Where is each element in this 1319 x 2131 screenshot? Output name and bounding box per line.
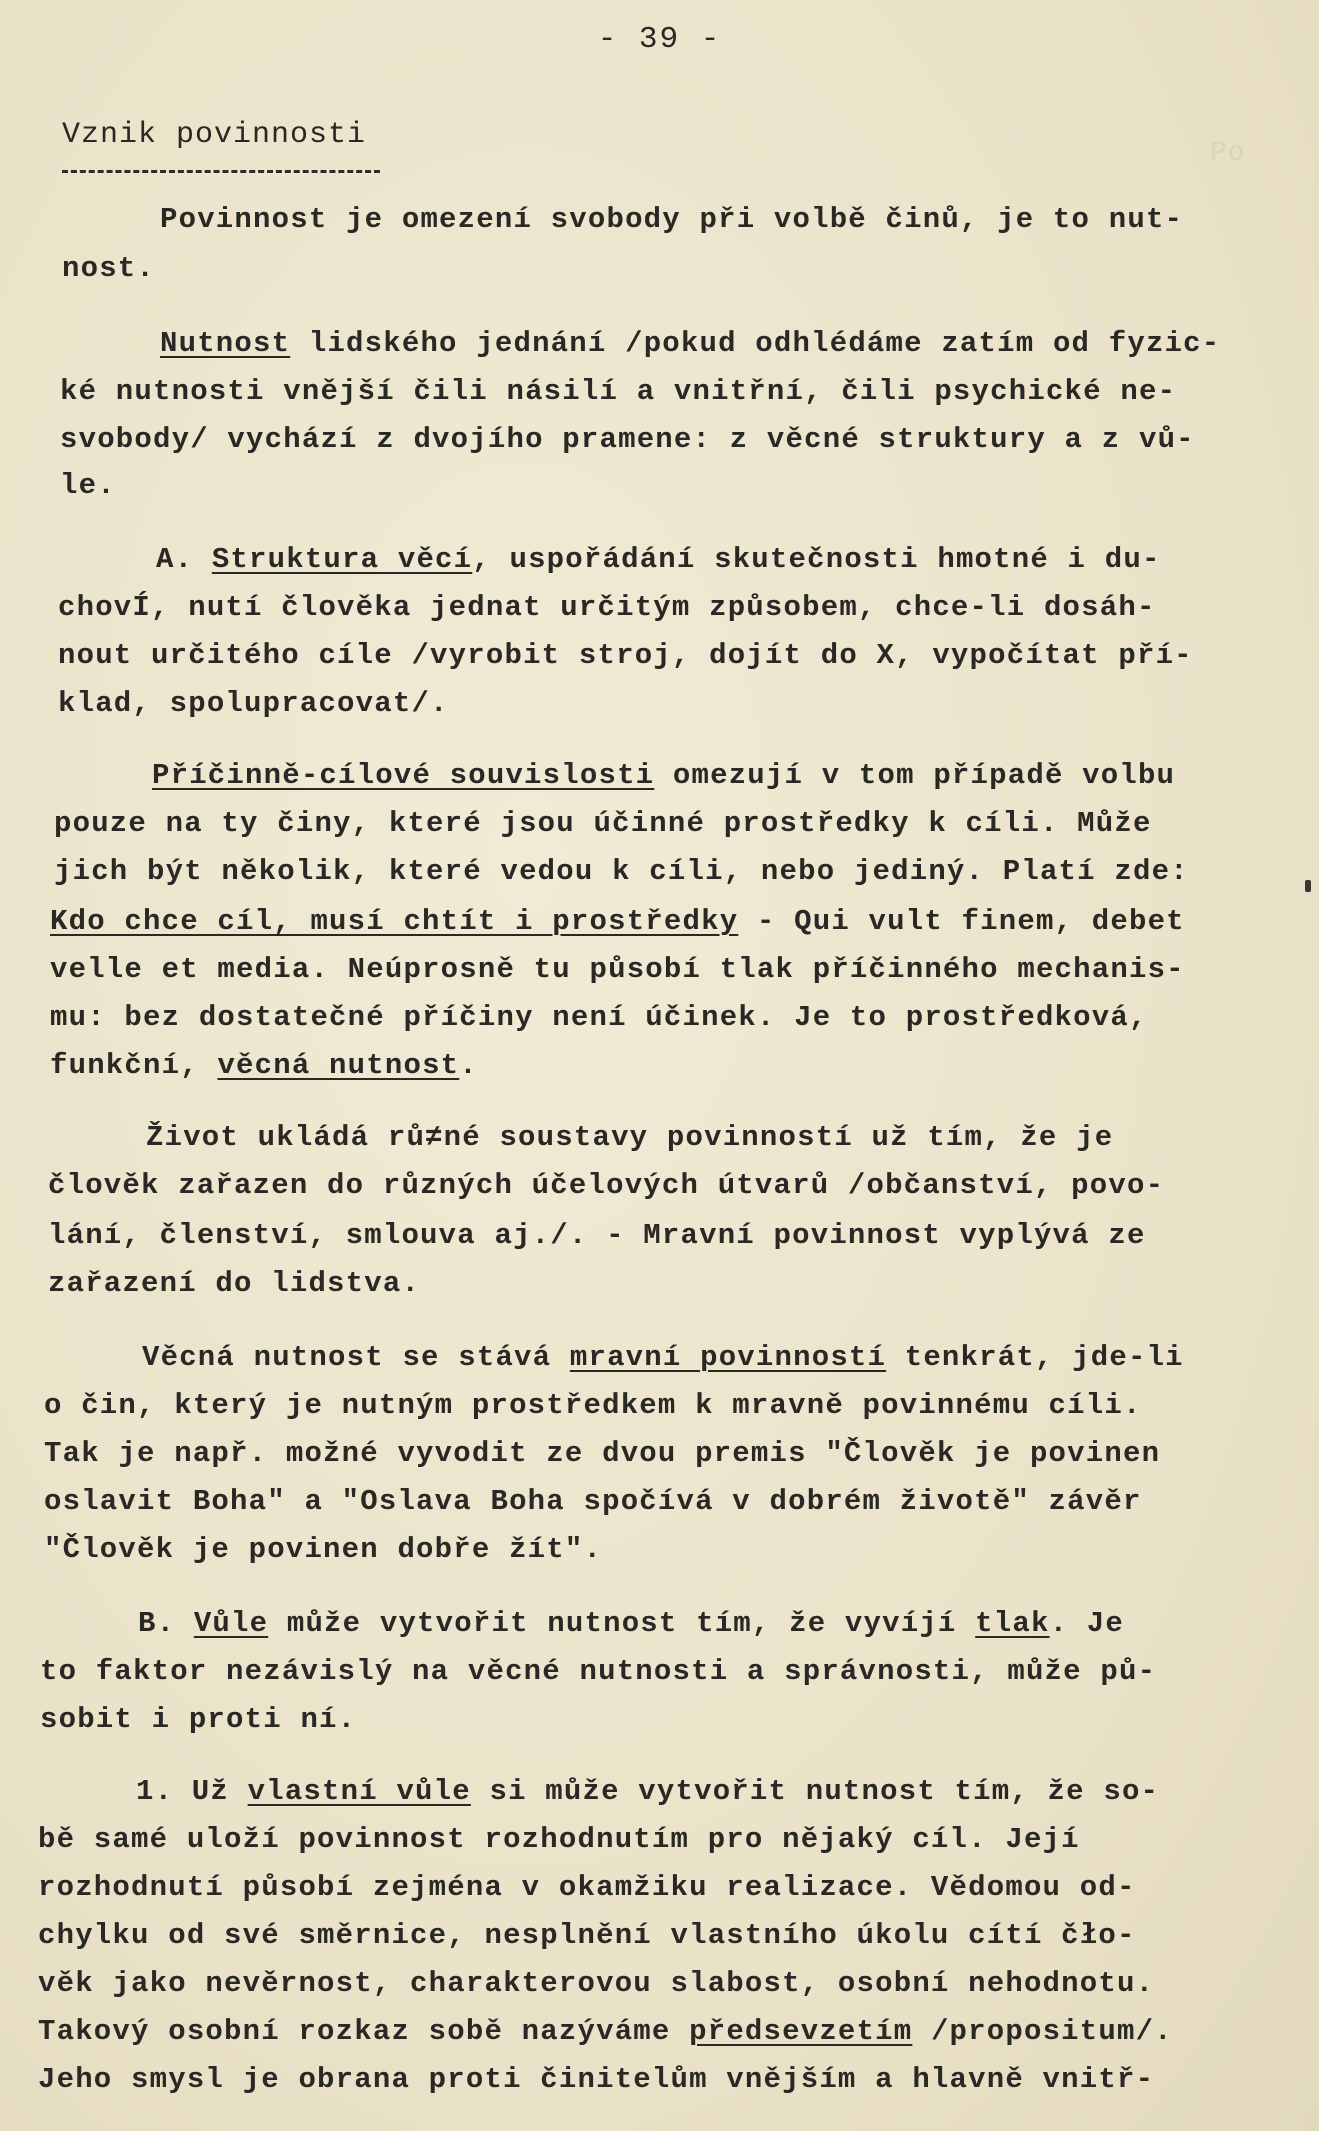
p4-line-1: Příčinně-cílové souvislosti omezují v tom případě volbu [152, 759, 1176, 792]
term-mravni-povinnosti: mravní povinností [569, 1341, 887, 1374]
p7-line-1: B. Vůle může vytvořit nutnost tím, že vyvíjí tlak. Je [138, 1607, 1124, 1640]
p4-line-3: jich být několik, které vedou k cíli, nebo jediný. Platí zde: [54, 855, 1189, 888]
p2-line-3: svobody/ vychází z dvojího pramene: z věcné struktury a z vů- [60, 423, 1195, 456]
p2-line-1: Nutnost lidského jednání /pokud odhlédáme zatím od fyzic- [160, 327, 1221, 360]
p1-line-1: Povinnost je omezení svobody při volbě činů, je to nut- [160, 203, 1184, 236]
p5-line-1: Život ukládá rů≠né soustavy povinností už tím, že je [146, 1121, 1114, 1154]
term-vlastni-vule: vlastní vůle [247, 1775, 471, 1808]
p3-line-2: chovÍ, nutí člověka jednat určitým způsobem, chce-li dosáh- [58, 591, 1156, 624]
p8-line-6: Takový osobní rozkaz sobě nazýváme předsevzetím /propositum/. [38, 2015, 1173, 2048]
p4-line-5: velle et media. Neúprosně tu působí tlak příčinného mechanis- [50, 953, 1185, 986]
p2-line-4: le. [60, 469, 116, 502]
term-predsevzetim: předsevzetím [689, 2015, 913, 2048]
term-kdo-chce-cil: Kdo chce cíl, musí chtít i prostředky [50, 905, 739, 938]
term-vule: Vůle [193, 1607, 269, 1640]
term-tlak: tlak [975, 1607, 1050, 1640]
term-vecna-nutnost: věcná nutnost [217, 1049, 460, 1082]
p6-line-2: o čin, který je nutným prostředkem k mravně povinnému cíli. [44, 1389, 1142, 1422]
p5-line-3: lání, členství, smlouva aj./. - Mravní povinnost vyplývá ze [48, 1219, 1146, 1252]
p3-line-3: nout určitého cíle /vyrobit stroj, dojít do X, vypočítat pří- [58, 639, 1193, 672]
p7-line-2: to faktor nezávislý na věcné nutnosti a správnosti, může pů- [40, 1655, 1157, 1688]
term-pricinne-cilove: Příčinně-cílové souvislosti [152, 759, 655, 792]
term-struktura-veci: Struktura věcí [211, 543, 473, 576]
term-nutnost: Nutnost [160, 327, 291, 360]
bleed-through-text: Po [1210, 138, 1246, 169]
p3-line-4: klad, spolupracovat/. [58, 687, 449, 720]
p4-line-7: funkční, věcná nutnost. [50, 1049, 478, 1082]
p8-line-7: Jeho smysl je obrana proti činitelům vnějším a hlavně vnitř- [38, 2063, 1155, 2096]
page-edge-mark [1305, 880, 1311, 892]
p8-line-1: 1. Už vlastní vůle si může vytvořit nutnost tím, že so- [136, 1775, 1160, 1808]
section-heading: Vznik povinnosti [62, 118, 367, 152]
p6-line-4: oslavit Boha" a "Oslava Boha spočívá v dobrém životě" závěr [44, 1485, 1142, 1518]
p6-line-5: "Člověk je povinen dobře žít". [44, 1533, 603, 1566]
p8-line-2: bě samé uloží povinnost rozhodnutím pro nějaký cíl. Její [38, 1823, 1080, 1856]
heading-underline [62, 170, 380, 173]
p1-line-2: nost. [62, 252, 156, 285]
p8-line-5: věk jako nevěrnost, charakterovou slabost, osobní nehodnotu. [38, 1967, 1155, 2000]
p6-line-3: Tak je např. možné vyvodit ze dvou premis "Člověk je povinen [44, 1437, 1161, 1470]
p5-line-2: člověk zařazen do různých účelových útvarů /občanství, povo- [48, 1169, 1165, 1202]
p8-line-3: rozhodnutí působí zejména v okamžiku realizace. Vědomou od- [38, 1871, 1136, 1904]
p7-line-3: sobit i proti ní. [40, 1703, 357, 1736]
page-number: - 39 - [597, 22, 722, 57]
p8-line-4: chylku od své směrnice, nesplnění vlastního úkolu cítí čło- [38, 1919, 1136, 1952]
p3-line-1: A. Struktura věcí, uspořádání skutečnosti hmotné i du- [156, 543, 1161, 576]
p4-line-6: mu: bez dostatečné příčiny není účinek. Je to prostředková, [50, 1001, 1148, 1034]
p6-line-1: Věcná nutnost se stává mravní povinností tenkrát, jde-li [142, 1341, 1184, 1374]
p4-line-4: Kdo chce cíl, musí chtít i prostředky - Qui vult finem, debet [50, 905, 1185, 938]
p5-line-4: zařazení do lidstva. [48, 1267, 421, 1300]
p4-line-2: pouze na ty činy, které jsou účinné prostředky k cíli. Může [54, 807, 1152, 840]
p2-line-2: ké nutnosti vnější čili násilí a vnitřní, čili psychické ne- [60, 375, 1177, 408]
